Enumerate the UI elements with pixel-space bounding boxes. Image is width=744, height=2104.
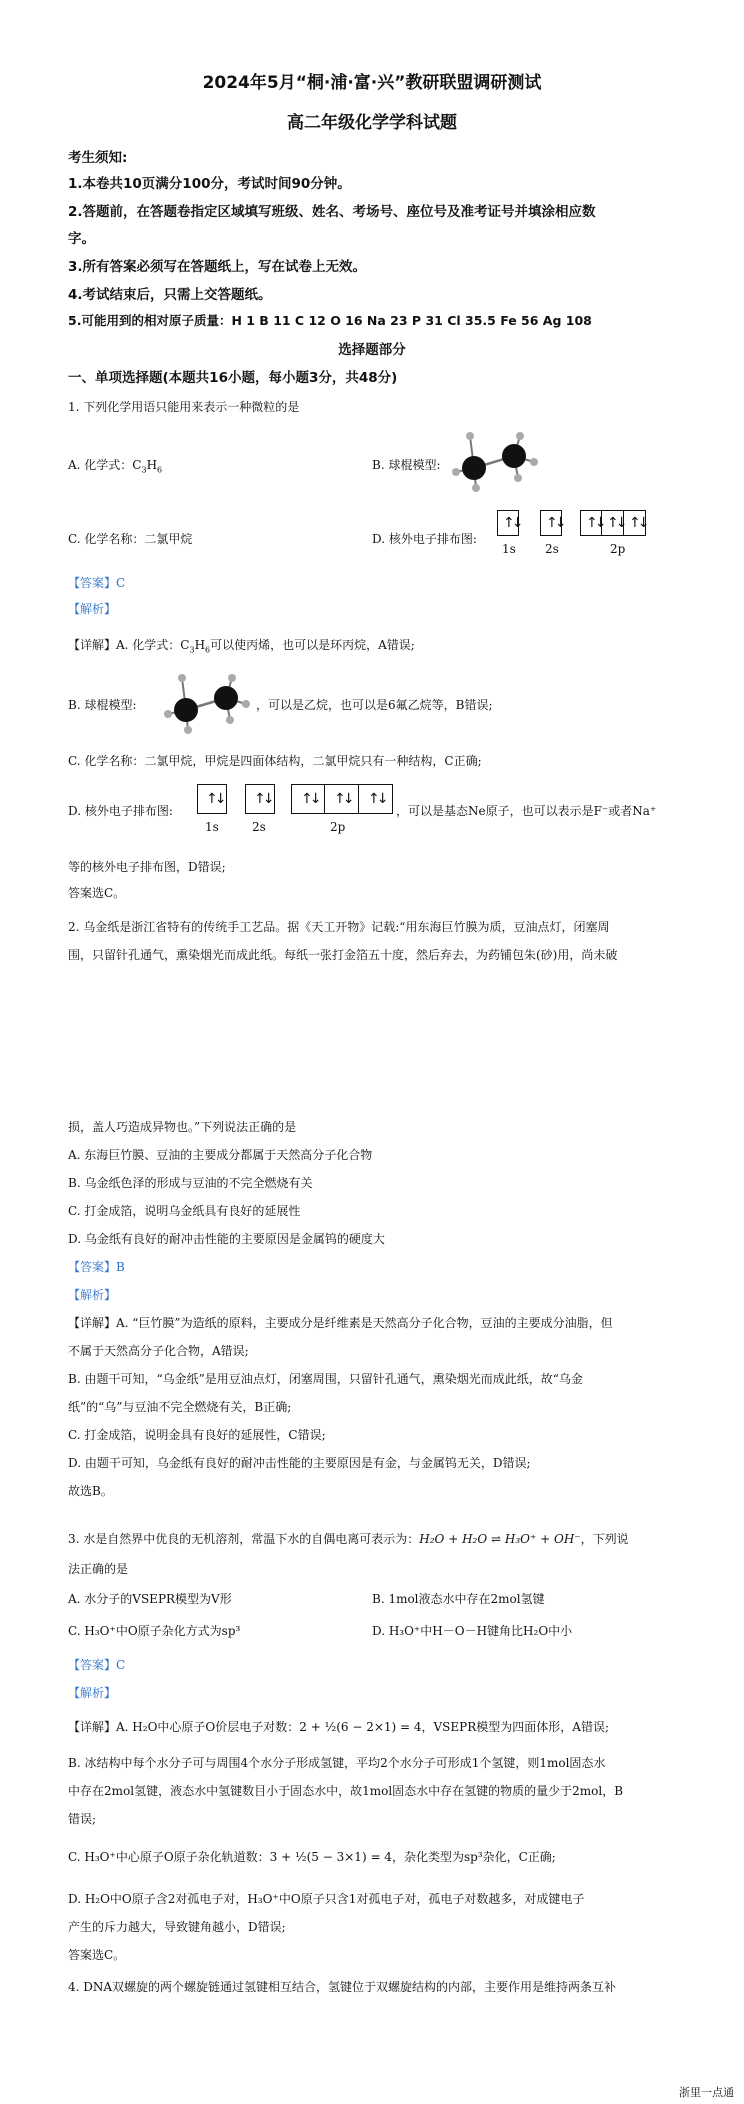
- q3-option-b: B. 1mol液态水中存在2mol氢键: [372, 1592, 545, 1606]
- q3-detail-2: B. 冰结构中每个水分子可与周围4个水分子形成氢键，平均2个水分子可形成1个氢键，则1mol固态水: [68, 1756, 606, 1770]
- orbital-diagram-1s-b: ↑↓: [197, 784, 227, 814]
- q2-stem-3: 损，盖人巧造成异物也。”下列说法正确的是: [68, 1120, 297, 1134]
- q2-detail-4: 纸”的“乌”与豆油不完全燃烧有关，B正确;: [68, 1400, 292, 1414]
- q3-conclusion: 答案选C。: [68, 1948, 126, 1962]
- orbital-label-1s: 1s: [502, 542, 516, 556]
- q1-detail-d-text: ，可以是基态Ne原子，也可以表示是F⁻或者Na⁺: [396, 804, 657, 818]
- q1-stem: 1. 下列化学用语只能用来表示一种微粒的是: [68, 400, 300, 414]
- notice-item-3: 3.所有答案必须写在答题纸上，写在试卷上无效。: [68, 259, 367, 275]
- q1-detail-c: C. 化学名称：二氯甲烷，甲烷是四面体结构，二氯甲烷只有一种结构，C正确;: [68, 754, 482, 768]
- q1-detail-a: 【详解】A. 化学式：$C_3H_6$可以使丙烯，也可以是环丙烷，A错误;: [68, 638, 415, 655]
- q2-detail-6: D. 由题干可知，乌金纸有良好的耐冲击性能的主要原因是有金，与金属钨无关，D错误;: [68, 1456, 531, 1470]
- q2-option-d: D. 乌金纸有良好的耐冲击性能的主要原因是金属钨的硬度大: [68, 1232, 385, 1246]
- q2-detail-3: B. 由题干可知，“乌金纸”是用豆油点灯，闭塞周围，只留针孔通气，熏染烟光而成此纸，故“乌金: [68, 1372, 583, 1386]
- ball-stick-model-icon: [448, 426, 538, 496]
- q1-option-c: C. 化学名称：二氯甲烷: [68, 532, 193, 546]
- q1-option-a: A. 化学式：$C_3H_6$: [68, 458, 163, 475]
- q1-conclusion: 答案选C。: [68, 886, 126, 900]
- q2-detail-1: 【详解】A. “巨竹膜”为造纸的原料，主要成分是纤维素是天然高分子化合物，豆油的主要成分油脂，但: [68, 1316, 613, 1330]
- orbital-label-1s-b: 1s: [205, 820, 219, 834]
- q2-option-b: B. 乌金纸色泽的形成与豆油的不完全燃烧有关: [68, 1176, 313, 1190]
- orbital-diagram-1s: ↑↓: [497, 510, 519, 536]
- q4-stem: 4. DNA双螺旋的两个螺旋链通过氢键相互结合，氢键位于双螺旋结构的内部，主要作用是维持两条互补: [68, 1980, 617, 1994]
- section-heading: 一、单项选择题(本题共16小题，每小题3分，共48分): [68, 370, 398, 386]
- q1-analysis-label: 【解析】: [68, 602, 117, 616]
- q3-stem-2: 法正确的是: [68, 1562, 129, 1576]
- q3-detail-6: D. H₂O中O原子含2对孤电子对，H₃O⁺中O原子只含1对孤电子对，孤电子对数越多，对成键电子: [68, 1892, 585, 1906]
- q3-answer: 【答案】C: [68, 1658, 126, 1672]
- orbital-diagram-2p: ↑↓ ↑↓ ↑↓: [580, 510, 646, 536]
- q3-option-c: C. H₃O⁺中O原子杂化方式为sp³: [68, 1624, 241, 1638]
- q3-option-a: A. 水分子的VSEPR模型为V形: [68, 1592, 232, 1606]
- orbital-diagram-2s-b: ↑↓: [245, 784, 275, 814]
- q2-conclusion: 故选B。: [68, 1484, 113, 1498]
- part-heading: 选择题部分: [338, 342, 406, 358]
- footer-watermark: 浙里一点通: [679, 2086, 734, 2099]
- q3-stem-1: 3. 水是自然界中优良的无机溶剂，常温下水的自偶电离可表示为：H₂O + H₂O ⇌ H₃O⁺ + OH⁻，下列说: [68, 1532, 629, 1546]
- q2-option-c: C. 打金成箔，说明乌金纸具有良好的延展性: [68, 1204, 301, 1218]
- q3-detail-4: 错误;: [68, 1812, 97, 1826]
- q3-equation: H₂O + H₂O ⇌ H₃O⁺ + OH⁻: [419, 1532, 581, 1546]
- q3-detail-1: 【详解】A. H₂O中心原子O价层电子对数：2 + ½(6 − 2×1) = 4，VSEPR模型为四面体形，A错误;: [68, 1720, 609, 1734]
- q3-detail-5: C. H₃O⁺中心原子O原子杂化轨道数：3 + ½(5 − 3×1) = 4，杂化类型为sp³杂化，C正确;: [68, 1850, 556, 1864]
- q3-detail-7: 产生的斥力越大，导致键角越小，D错误;: [68, 1920, 286, 1934]
- exam-title: 2024年5月“桐·浦·富·兴”教研联盟调研测试: [202, 73, 542, 93]
- q2-stem-2: 围，只留针孔通气，熏染烟光而成此纸。每纸一张打金箔五十度，然后弃去，为药铺包朱(砂)用，尚未破: [68, 948, 618, 962]
- q1-detail-d-cont: 等的核外电子排布图，D错误;: [68, 860, 226, 874]
- ball-stick-model-icon-2: [160, 668, 250, 738]
- notice-item-5: 5.可能用到的相对原子质量：H 1 B 11 C 12 O 16 Na 23 P 31 Cl 35.5 Fe 56 Ag 108: [68, 313, 592, 328]
- q2-analysis-label: 【解析】: [68, 1288, 117, 1302]
- orbital-label-2s-b: 2s: [252, 820, 266, 834]
- notice-item-2b: 字。: [68, 231, 95, 247]
- q3-analysis-label: 【解析】: [68, 1686, 117, 1700]
- notice-item-2: 2.答题前，在答题卷指定区域填写班级、姓名、考场号、座位号及准考证号并填涂相应数: [68, 204, 596, 220]
- orbital-label-2p: 2p: [610, 542, 626, 556]
- q1-detail-b-text: ，可以是乙烷，也可以是6氟乙烷等，B错误;: [256, 698, 493, 712]
- q1-detail-d-label: D. 核外电子排布图:: [68, 804, 173, 818]
- notice-item-4: 4.考试结束后，只需上交答题纸。: [68, 287, 272, 303]
- q2-detail-2: 不属于天然高分子化合物，A错误;: [68, 1344, 249, 1358]
- orbital-diagram-2s: ↑↓: [540, 510, 562, 536]
- q1-detail-b-label: B. 球棍模型:: [68, 698, 137, 712]
- q3-detail-3: 中存在2mol氢键，液态水中氢键数目小于固态水中，故1mol固态水中存在氢键的物质的量少于2mol，B: [68, 1784, 624, 1798]
- exam-subtitle: 高二年级化学学科试题: [287, 113, 457, 133]
- notice-item-1: 1.本卷共10页满分100分，考试时间90分钟。: [68, 176, 351, 192]
- q1-answer: 【答案】C: [68, 576, 126, 590]
- q2-detail-5: C. 打金成箔，说明金具有良好的延展性，C错误;: [68, 1428, 326, 1442]
- notice-heading: 考生须知:: [68, 150, 128, 166]
- q2-stem-1: 2. 乌金纸是浙江省特有的传统手工艺品。据《天工开物》记载:“用东海巨竹膜为质，豆油点灯，闭塞周: [68, 920, 610, 934]
- q1-option-d: D. 核外电子排布图:: [372, 532, 477, 546]
- orbital-diagram-2p-b: ↑↓ ↑↓ ↑↓: [291, 784, 393, 814]
- orbital-label-2s: 2s: [545, 542, 559, 556]
- q3-option-d: D. H₃O⁺中H－O－H键角比H₂O中小: [372, 1624, 573, 1638]
- orbital-label-2p-b: 2p: [330, 820, 346, 834]
- q2-answer: 【答案】B: [68, 1260, 125, 1274]
- q1-option-b: B. 球棍模型:: [372, 458, 441, 472]
- q2-option-a: A. 东海巨竹膜、豆油的主要成分都属于天然高分子化合物: [68, 1148, 373, 1162]
